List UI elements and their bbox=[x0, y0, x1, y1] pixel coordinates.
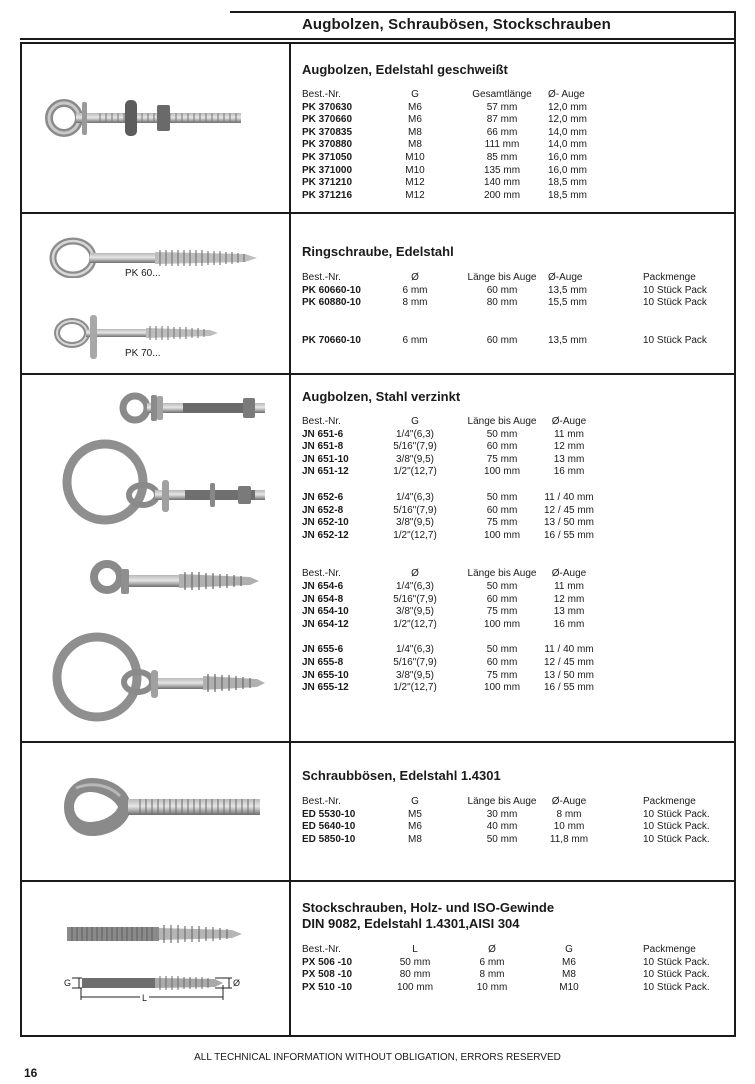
section-hanger-bolt bbox=[290, 881, 735, 1035]
cell-length: 100 mm bbox=[483, 682, 521, 694]
eye-bolt-galvanized-images bbox=[45, 385, 270, 730]
cell-eye-diameter: 11,8 mm bbox=[549, 833, 589, 845]
cell-length: 40 mm bbox=[486, 821, 518, 833]
table-row bbox=[302, 429, 722, 442]
cell-g: 5/16"(7,9) bbox=[393, 656, 437, 668]
cell-best-nr: PK 370660 bbox=[302, 114, 353, 126]
cell-g: 1/2"(12,7) bbox=[393, 618, 437, 630]
cell-eye-diameter: 13,5 mm bbox=[548, 284, 587, 296]
header-g: G bbox=[411, 89, 419, 100]
cell-packmenge: 10 Stück Pack. bbox=[643, 956, 710, 968]
disclaimer-footer: ALL TECHNICAL INFORMATION WITHOUT OBLIGATION, ERRORS RESERVED bbox=[194, 1052, 561, 1063]
cell-packmenge: 10 Stück Pack. bbox=[643, 808, 710, 820]
cell-best-nr: PK 60660-10 bbox=[302, 284, 361, 296]
page-number: 16 bbox=[24, 1066, 38, 1080]
cell-best-nr: PK 370835 bbox=[302, 126, 353, 138]
cell-best-nr: JN 651-12 bbox=[302, 466, 349, 478]
cell-g: 1/4"(6,3) bbox=[395, 428, 435, 440]
cell-g: M10 bbox=[405, 151, 425, 163]
cell-length: 60 mm bbox=[486, 504, 518, 516]
cell-eye-diameter: 14,0 mm bbox=[548, 139, 587, 151]
cell-diameter: 8 mm bbox=[402, 297, 428, 309]
cell-g: M6 bbox=[408, 114, 422, 126]
table-header bbox=[302, 272, 732, 285]
cell-best-nr: PK 370880 bbox=[302, 139, 353, 151]
header-g: G bbox=[565, 944, 573, 955]
table-row bbox=[302, 114, 722, 127]
cell-g: M12 bbox=[405, 189, 425, 201]
cell-eye-diameter: 16,0 mm bbox=[548, 151, 587, 163]
cell-best-nr: PK 371210 bbox=[302, 177, 353, 189]
table-row bbox=[302, 139, 722, 152]
section-title: Augbolzen, Stahl verzinkt bbox=[302, 389, 461, 404]
cell-g: 5/16"(7,9) bbox=[393, 441, 437, 453]
cell-best-nr: PK 371050 bbox=[302, 151, 353, 163]
cell-length: 80 mm bbox=[399, 969, 431, 981]
cell-length: 100 mm bbox=[483, 529, 521, 541]
section-title: Augbolzen, Edelstahl geschweißt bbox=[302, 62, 508, 77]
cell-g: 3/8"(9,5) bbox=[395, 669, 435, 681]
cell-eye-diameter: 16 / 55 mm bbox=[543, 682, 595, 694]
cell-eye-diameter: 12,0 mm bbox=[548, 114, 587, 126]
cell-eye-diameter: 14,0 mm bbox=[548, 126, 587, 138]
cell-best-nr: JN 654-6 bbox=[302, 580, 344, 592]
table-row bbox=[302, 190, 722, 203]
header-best-nr: Best.-Nr. bbox=[302, 568, 341, 580]
cell-eye-diameter: 13 mm bbox=[553, 606, 585, 618]
cell-best-nr: PK 371000 bbox=[302, 164, 353, 176]
dimension-label-diameter: Ø bbox=[233, 978, 241, 988]
cell-g: 5/16"(7,9) bbox=[393, 504, 437, 516]
cell-g: 1/4"(6,3) bbox=[395, 644, 435, 656]
cell-length: 66 mm bbox=[486, 126, 518, 138]
image-caption-pk60: PK 60... bbox=[125, 268, 161, 279]
cell-best-nr: PX 508 -10 bbox=[302, 969, 353, 981]
cell-length: 50 mm bbox=[486, 491, 518, 503]
image-caption-pk70: PK 70... bbox=[125, 348, 161, 359]
section-subtitle: DIN 9082, Edelstahl 1.4301,AISI 304 bbox=[302, 916, 520, 931]
table-header bbox=[302, 89, 722, 102]
section-title: Ringschraube, Edelstahl bbox=[302, 244, 454, 259]
table-row bbox=[302, 285, 732, 298]
table-header bbox=[302, 416, 722, 429]
cell-length: 60 mm bbox=[486, 284, 518, 296]
product-table bbox=[302, 944, 732, 994]
table-row bbox=[302, 834, 732, 847]
section-screw-eye bbox=[290, 742, 735, 880]
cell-best-nr: PK 371216 bbox=[302, 189, 353, 201]
cell-eye-diameter: 13 / 50 mm bbox=[543, 669, 595, 681]
header-diameter: Ø bbox=[411, 568, 419, 580]
cell-best-nr: PX 510 -10 bbox=[302, 981, 353, 993]
cell-length: 50 mm bbox=[399, 956, 431, 968]
cell-best-nr: JN 652-12 bbox=[302, 529, 349, 541]
cell-diameter: 6 mm bbox=[479, 956, 505, 968]
cell-eye-diameter: 10 mm bbox=[553, 821, 585, 833]
header-laenge-bis-auge: Länge bis Auge bbox=[467, 272, 537, 283]
table-row bbox=[302, 809, 732, 822]
header-laenge-bis-auge: Länge bis Auge bbox=[467, 416, 537, 427]
cell-diameter: 6 mm bbox=[402, 334, 428, 346]
cell-length: 80 mm bbox=[486, 297, 518, 309]
cell-g: 1/2"(12,7) bbox=[393, 466, 437, 478]
cell-best-nr: JN 652-6 bbox=[302, 491, 344, 503]
cell-g: M5 bbox=[408, 808, 422, 820]
cell-best-nr: JN 652-8 bbox=[302, 504, 344, 516]
header-laenge-bis-auge: Länge bis Auge bbox=[467, 568, 537, 580]
cell-g: M6 bbox=[562, 956, 576, 968]
cell-eye-diameter: 18,5 mm bbox=[548, 189, 587, 201]
header-best-nr: Best.-Nr. bbox=[302, 944, 341, 955]
dimension-label-l: L bbox=[142, 993, 148, 1003]
table-row bbox=[302, 821, 732, 834]
cell-length: 75 mm bbox=[486, 606, 518, 618]
cell-best-nr: JN 655-8 bbox=[302, 656, 344, 668]
cell-length: 60 mm bbox=[486, 593, 518, 605]
cell-eye-diameter: 8 mm bbox=[556, 808, 582, 820]
cell-g: M8 bbox=[408, 139, 422, 151]
cell-g: 1/2"(12,7) bbox=[393, 529, 437, 541]
cell-length: 30 mm bbox=[486, 808, 518, 820]
table-row bbox=[302, 492, 722, 505]
cell-g: 1/4"(6,3) bbox=[395, 580, 435, 592]
table-row bbox=[302, 152, 722, 165]
header-auge: Ø-Auge bbox=[551, 416, 587, 427]
header-double-rule-1 bbox=[20, 38, 736, 40]
cell-length: 50 mm bbox=[486, 580, 518, 592]
cell-g: M12 bbox=[405, 177, 425, 189]
cell-length: 111 mm bbox=[484, 139, 520, 151]
table-row bbox=[302, 957, 732, 970]
header-l: L bbox=[412, 944, 418, 955]
table-row bbox=[302, 517, 722, 530]
eye-bolt-welded-image bbox=[40, 85, 250, 150]
cell-g: M8 bbox=[408, 833, 422, 845]
cell-length: 100 mm bbox=[483, 618, 521, 630]
header-auge: Ø-Auge bbox=[551, 568, 587, 580]
cell-best-nr: ED 5530-10 bbox=[302, 808, 356, 820]
cell-g: M8 bbox=[408, 126, 422, 138]
cell-length: 50 mm bbox=[486, 833, 518, 845]
cell-g: M6 bbox=[408, 821, 422, 833]
table-row bbox=[302, 606, 722, 619]
table-row bbox=[302, 530, 722, 543]
cell-best-nr: PK 60880-10 bbox=[302, 297, 361, 309]
cell-eye-diameter: 11 / 40 mm bbox=[544, 644, 594, 656]
cell-eye-diameter: 16 / 55 mm bbox=[543, 529, 595, 541]
section-eye-bolt-welded bbox=[290, 42, 735, 212]
cell-best-nr: ED 5640-10 bbox=[302, 821, 356, 833]
cell-g: 1/4"(6,3) bbox=[395, 491, 435, 503]
cell-length: 100 mm bbox=[483, 466, 521, 478]
table-row bbox=[302, 969, 732, 982]
cell-eye-diameter: 16 mm bbox=[553, 618, 585, 630]
cell-length: 135 mm bbox=[483, 164, 521, 176]
cell-g: M6 bbox=[408, 101, 422, 113]
table-row bbox=[302, 670, 722, 683]
cell-g: M10 bbox=[559, 981, 579, 993]
header-top-rule bbox=[230, 11, 736, 13]
cell-eye-diameter: 13,5 mm bbox=[548, 334, 587, 346]
header-diameter: Ø bbox=[488, 944, 496, 955]
header-gesamtlaenge: Gesamtlänge bbox=[472, 89, 532, 100]
table-row bbox=[302, 682, 722, 695]
cell-length: 85 mm bbox=[486, 151, 518, 163]
header-auge: Ø-Auge bbox=[551, 796, 587, 807]
cell-g: 3/8"(9,5) bbox=[395, 606, 435, 618]
cell-eye-diameter: 12 mm bbox=[553, 441, 585, 453]
cell-eye-diameter: 12 / 45 mm bbox=[543, 504, 595, 516]
header-laenge-bis-auge: Länge bis Auge bbox=[467, 796, 537, 807]
header-g: G bbox=[411, 796, 419, 807]
table-row bbox=[302, 297, 732, 310]
product-table bbox=[302, 272, 732, 347]
cell-eye-diameter: 12 mm bbox=[553, 593, 585, 605]
table-header bbox=[302, 944, 732, 957]
cell-eye-diameter: 16 mm bbox=[553, 466, 585, 478]
cell-best-nr: JN 655-10 bbox=[302, 669, 349, 681]
table-row bbox=[302, 454, 722, 467]
cell-best-nr: ED 5850-10 bbox=[302, 833, 356, 845]
cell-best-nr: JN 654-8 bbox=[302, 593, 344, 605]
cell-length: 75 mm bbox=[486, 453, 518, 465]
cell-packmenge: 10 Stück Pack bbox=[643, 297, 707, 309]
table-row bbox=[302, 982, 732, 995]
screw-eye-image bbox=[60, 770, 265, 845]
table-row bbox=[302, 581, 722, 594]
table-row bbox=[302, 335, 732, 348]
cell-length: 60 mm bbox=[486, 441, 518, 453]
table-row bbox=[302, 127, 722, 140]
cell-best-nr: PK 70660-10 bbox=[302, 334, 361, 346]
cell-eye-diameter: 13 mm bbox=[553, 453, 585, 465]
cell-length: 200 mm bbox=[483, 189, 521, 201]
hanger-bolt-images bbox=[60, 915, 250, 1005]
page-title: Augbolzen, Schraubösen, Stockschrauben bbox=[302, 16, 611, 33]
cell-best-nr: JN 654-12 bbox=[302, 618, 349, 630]
cell-eye-diameter: 16,0 mm bbox=[548, 164, 587, 176]
frame-bottom-rule bbox=[20, 1035, 736, 1037]
cell-g: 3/8"(9,5) bbox=[395, 517, 435, 529]
cell-length: 57 mm bbox=[486, 101, 518, 113]
table-header bbox=[302, 568, 722, 581]
cell-diameter: 8 mm bbox=[479, 969, 505, 981]
cell-length: 50 mm bbox=[486, 644, 518, 656]
cell-eye-diameter: 11 mm bbox=[554, 580, 584, 592]
cell-diameter: 10 mm bbox=[476, 981, 508, 993]
cell-best-nr: JN 651-10 bbox=[302, 453, 349, 465]
header-auge: Ø-Auge bbox=[548, 272, 583, 283]
cell-g: 1/2"(12,7) bbox=[393, 682, 437, 694]
cell-eye-diameter: 18,5 mm bbox=[548, 177, 587, 189]
table-row bbox=[302, 102, 722, 115]
cell-g: 5/16"(7,9) bbox=[393, 593, 437, 605]
header-auge: Ø- Auge bbox=[548, 89, 585, 100]
section-title: Stockschrauben, Holz- und ISO-Gewinde bbox=[302, 900, 555, 915]
cell-length: 60 mm bbox=[486, 656, 518, 668]
cell-best-nr: JN 651-6 bbox=[302, 428, 344, 440]
cell-packmenge: 10 Stück Pack. bbox=[643, 833, 710, 845]
cell-length: 75 mm bbox=[486, 517, 518, 529]
header-best-nr: Best.-Nr. bbox=[302, 796, 341, 807]
cell-eye-diameter: 11 mm bbox=[554, 428, 584, 440]
table-row bbox=[302, 441, 722, 454]
header-packmenge: Packmenge bbox=[643, 944, 696, 955]
cell-packmenge: 10 Stück Pack bbox=[643, 334, 707, 346]
cell-best-nr: JN 655-12 bbox=[302, 682, 349, 694]
cell-eye-diameter: 12,0 mm bbox=[548, 101, 587, 113]
dimension-label-g: G bbox=[64, 978, 72, 988]
cell-length: 100 mm bbox=[396, 981, 434, 993]
cell-g: M8 bbox=[562, 969, 576, 981]
cell-best-nr: JN 655-6 bbox=[302, 644, 344, 656]
product-table bbox=[302, 796, 732, 846]
cell-diameter: 6 mm bbox=[402, 284, 428, 296]
table-header bbox=[302, 796, 732, 809]
table-row bbox=[302, 644, 722, 657]
cell-best-nr: PK 370630 bbox=[302, 101, 353, 113]
table-row bbox=[302, 505, 722, 518]
table-row bbox=[302, 466, 722, 479]
table-row bbox=[302, 177, 722, 190]
cell-eye-diameter: 12 / 45 mm bbox=[543, 656, 595, 668]
header-best-nr: Best.-Nr. bbox=[302, 89, 341, 100]
cell-length: 50 mm bbox=[486, 428, 518, 440]
header-g: G bbox=[411, 416, 419, 427]
header-best-nr: Best.-Nr. bbox=[302, 272, 341, 283]
cell-best-nr: PX 506 -10 bbox=[302, 956, 353, 968]
cell-best-nr: JN 651-8 bbox=[302, 441, 344, 453]
table-row bbox=[302, 657, 722, 670]
table-row bbox=[302, 594, 722, 607]
cell-length: 140 mm bbox=[483, 177, 521, 189]
cell-g: 3/8"(9,5) bbox=[395, 453, 435, 465]
cell-packmenge: 10 Stück Pack. bbox=[643, 981, 710, 993]
frame-left-rule bbox=[20, 42, 22, 1037]
cell-length: 87 mm bbox=[486, 114, 518, 126]
product-table bbox=[302, 416, 722, 695]
product-table bbox=[302, 89, 722, 202]
section-ring-screw bbox=[290, 213, 735, 373]
table-row bbox=[302, 619, 722, 632]
cell-best-nr: JN 654-10 bbox=[302, 606, 349, 618]
cell-eye-diameter: 13 / 50 mm bbox=[543, 517, 595, 529]
cell-packmenge: 10 Stück Pack. bbox=[643, 969, 710, 981]
header-packmenge: Packmenge bbox=[643, 272, 696, 283]
header-packmenge: Packmenge bbox=[643, 796, 696, 807]
cell-best-nr: JN 652-10 bbox=[302, 517, 349, 529]
section-title: Schraubbösen, Edelstahl 1.4301 bbox=[302, 768, 501, 783]
cell-eye-diameter: 11 / 40 mm bbox=[544, 491, 594, 503]
cell-g: M10 bbox=[405, 164, 425, 176]
header-best-nr: Best.-Nr. bbox=[302, 416, 341, 427]
cell-length: 60 mm bbox=[486, 334, 518, 346]
section-eye-bolt-galvanized bbox=[290, 374, 735, 741]
table-row bbox=[302, 165, 722, 178]
cell-packmenge: 10 Stück Pack bbox=[643, 284, 707, 296]
cell-eye-diameter: 15,5 mm bbox=[548, 297, 587, 309]
cell-length: 75 mm bbox=[486, 669, 518, 681]
cell-packmenge: 10 Stück Pack. bbox=[643, 821, 710, 833]
header-diameter: Ø bbox=[411, 272, 419, 283]
